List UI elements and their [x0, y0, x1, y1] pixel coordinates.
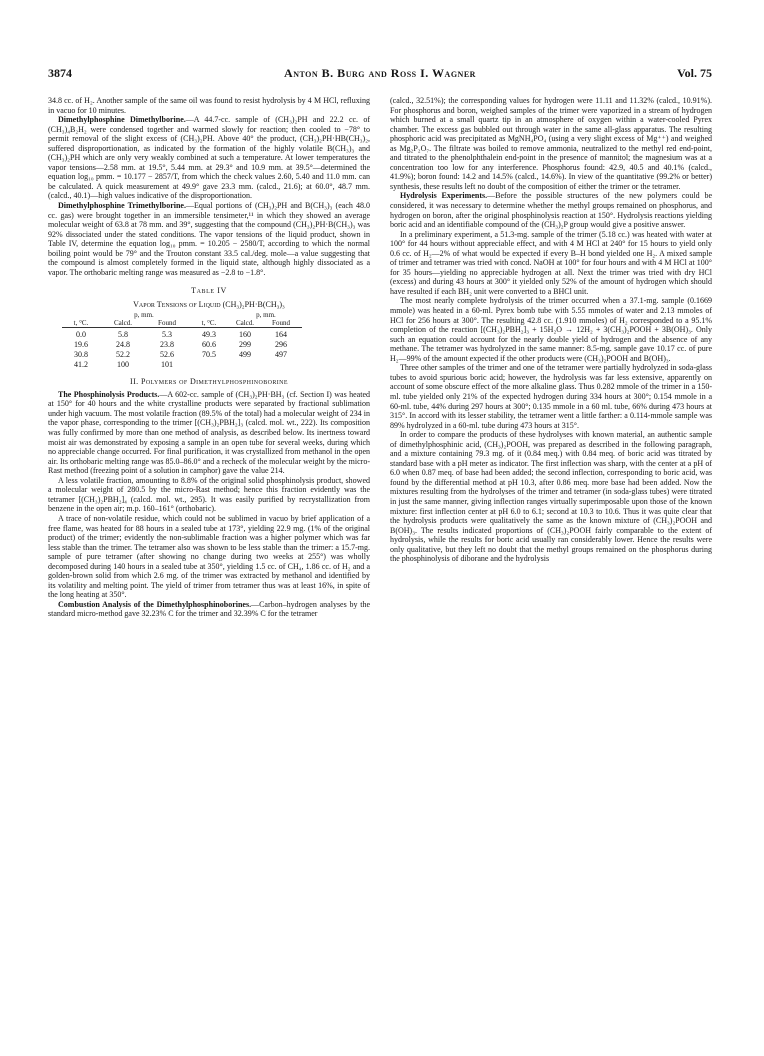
paragraph-text: —Carbon–hydrogen analyses by the standard micro-method gave 32.23% C for the trimer and 32.39% C for the tetramer [48, 599, 371, 619]
paragraph-text: —Equal portions of (CH₃)₂PH and B(CH₃)₃ (each 48.0 cc. gas) were brought together in an immersible tensimeter,¹¹ in which they showed an average molecular weight of 63.8 at 78 mm. and 39°, suggesting that the compound (CH₃)₂PH·B(CH₃)₃ was 92% dissociated under the stated conditions. The vapor tensions of the liquid product, shown in Table IV, determine the equation log₁₀ pmm. = 10.205 − 2580/T, according to which the normal boiling point would be 79° and the Trouton constant 33.5 cal./deg. mole—a value suggesting that the compound is almost completely formed in the liquid state, although highly dissociated as a vapor. The orthobaric melting range was measured as −2.8 to −1.8°. [48, 201, 371, 277]
table-cell: 52.2 [116, 349, 130, 359]
table-header-t: t, °C. [62, 319, 100, 328]
table-cell: 24.8 [116, 340, 130, 350]
table-cell: 41.2 [74, 359, 88, 369]
table-header-found: Found [146, 319, 188, 328]
paragraph [48, 600, 370, 619]
paragraph [48, 390, 370, 476]
table-cell: 19.6 [74, 340, 88, 350]
section-runin-heading: Dimethylphosphine Dimethylborine. [58, 115, 186, 125]
table-cell: 52.6 [160, 349, 174, 359]
table-cell [260, 360, 302, 370]
paragraph: Three other samples of the trimer and one of the tetramer were partially hydrolyzed in soda-glass tubes to avoid spurious boric acid; however, the hydrolysis was far less extensive, apparently on account of some obscure effect of the more alkaline glass. Thus 0.282 mmole of the trimer in a 150-ml. tube yielded only 21% of the expected hydrogen during 334 hours at 300°; 0.154 mmole in a 60-ml. tube, 44% during 297 hours at 300°; 0.135 mmole in a 60 ml. tube, 66% during 473 hours at 315°. In accord with its lesser stability, the tetramer went a little farther: a 0.114-mmole sample was 89% hydrolyzed in a 60-ml. tube during 473 hours at 315°. [390, 363, 712, 430]
table-title: Table IV [191, 286, 227, 296]
paragraph-text: —A 44.7-cc. sample of (CH₃)₂PH and 22.2 cc. of (CH₃)₄B₂H₂ were condensed together and warmed slowly for reaction; then cooled to −78° to permit removal of the slight excess of (CH₃)₂PH. Above 40° the product, (CH₃)₂PH·HB(CH₃)₂, suffered disproportionation, as indicated by the formation of the highly volatile B(CH₃)₃ and (CH₃)₂PH which are only very weakly combined at such a temperature. At lower temperatures the vapor tensions—2.58 mm. at 19.5°, 5.44 mm. at 29.3° and 10.9 mm. at 39.5°—determined the equation log₁₀ pmm. = 10.177 − 2857/T, from which the check values 2.60, 5.40 and 11.0 mm. can be calculated. A quick measurement at 49.9° gave 23.3 mm. (calcd., 21.6); at 60.0°, 48.7 mm. (calcd., 40.1)—high values indicative of the disproportionation. [48, 115, 370, 201]
table-cell: 30.8 [74, 349, 88, 359]
table-row [62, 350, 302, 360]
table-cell: 101 [161, 359, 173, 369]
paragraph [48, 201, 370, 277]
table-header-p: p, mm. [134, 311, 154, 320]
paragraph: The most nearly complete hydrolysis of the trimer occurred when a 37.1-mg. sample (0.1669 mmole) was heated in a 60-ml. Pyrex bomb tube with 5.55 mmoles of water and 2.13 mmoles of HCl for 256 hours at 300°. The resulting 42.8 cc. (1.910 mmoles) of H₂ corresponded to a 95.1% completion of the reaction [(CH₃)₂PBH₂]₃ + 15H₂O → 12H₂ + 3(CH₃)₂POOH + 3B(OH)₃. Only such an equation could account for the nearly double yield of hydrogen and the absence of any methane. The tetramer was hydrolyzed in the same manner: 8.5-mg. sample gave 10.17 cc. of pure H₂—99% of the amount expected if the other products were (CH₃)₂POOH and B(OH)₃. [390, 296, 712, 363]
volume-label: Vol. 75 [677, 66, 712, 80]
running-head-authors: Anton B. Burg and Ross I. Wagner [284, 66, 476, 80]
paragraph-text: —A 602-cc. sample of (CH₃)₂PH·BH₃ (cf. Section I) was heated at 150° for 40 hours and the white crystalline products were separated by fractional sublimation under high vacuum. The most volatile fraction (89.5% of the total) had a molecular weight of 234 in the vapor phase, corresponding to the trimer [(CH₃)₂PBH₂]₃ (calcd. mol. wt., 222). Its composition was fully confirmed by more than one method of analysis, as described below. Its inertness toward moist air was demonstrated by exposing a sample in an open tube for several weeks, during which no appreciable change occurred. For final purification, it was crystallized from methanol in the open air. Its orthobaric melting range was 85.0–86.0° and a recheck of the molecular weight by the micro-Rast method (freezing point of a solution in camphor) gave the value 214. [48, 389, 370, 476]
section-heading: II. Polymers of Dimethylphosphinoborine [130, 377, 288, 387]
table-row [62, 360, 302, 370]
table-cell: 499 [239, 349, 251, 359]
vapor-tension-table [62, 311, 302, 369]
paragraph: A trace of non-volatile residue, which could not be sublimed in vacuo by brief application of a free flame, was heated for 88 hours in a sealed tube at 173°, yielding 22.9 mg. (1% of the original product) of the trimer; evidently the non-sublimable fraction was a higher polymer which was far less stable than the trimer. The tetramer also was shown to be less stable than the trimer: a 15.7-mg. sample of pure tetramer (after showing no change during two weeks at 255°) was wholly decomposed during 140 hours in a sealed tube at 350°, yielding 1.5 cc. of CH₄, 1.86 cc. of H₂ and a golden-brown solid from which 2.6 mg. of the trimer was extracted by methanol and identified by its volatility and melting point. The yield of trimer from tetramer thus was at least 16%, in spite of the long heating at 350°. [48, 513, 370, 600]
table-row [62, 340, 302, 350]
paragraph: In order to compare the products of these hydrolyses with known material, an authentic sample of dimethylphosphinic acid, (CH₃)₂POOH, was prepared as described in the following paragraph, and a mixture containing 79.3 mg. of it (0.84 meq.) with 0.84 meq. of boric acid was titrated by standard base with a pH meter as indicator. The first inflection was sharp, with the center at a pH of 6.0 when 0.87 meq. of base had been added; the second inflection, corresponding to boric acid, was found by the differential method at pH 10.3, after 0.86 meq. more base had been added. Now the mixtures resulting from the hydrolyses of the trimer and tetramer (in soda-glass tubes) were titrated in just the same manner, giving inflection ranges virtually superimposable upon those of the known mixture: first inflection center at pH 6.0 to 6.1; second at 10.3 to 10.6. Thus it was quite clear that the hydrolysis products were qualitatively the same as the known mixture of (CH₃)₂POOH and B(OH)₃. The results indicated proportions of (CH₃)₂POOH fairly comparable to the extent of hydrolysis, while the results for boric acid usually ran considerably lower. Hence the results were only qualitative, but they left no doubt that the methyl groups remained on the phosphorus during the phosphinolysis of diborane and the hydrolysis [390, 430, 712, 564]
page-number: 3874 [48, 66, 72, 80]
table-cell [188, 360, 230, 370]
table-header-calcd: Calcd. [230, 319, 260, 328]
table-cell: 296 [275, 340, 287, 350]
section-runin-heading: Combustion Analysis of the Dimethylphosphinoborines. [58, 599, 252, 609]
paragraph: A less volatile fraction, amounting to 8.8% of the original solid phosphinolysis product, showed a molecular weight of 280.5 by the micro-Rast method; hence this fraction evidently was the tetramer [(CH₃)₂PBH₂]₄ (calcd. mol. wt., 295). It was easily purified by recrystallization from benzene in the open air; m.p. 160–161° (orthobaric). [48, 475, 370, 514]
section-runin-heading: Hydrolysis Experiments. [400, 191, 488, 201]
table-cell: 299 [239, 340, 251, 350]
paragraph: (calcd., 32.51%); the corresponding values for hydrogen were 11.11 and 11.32% (calcd., 10.91%). For phosphorus and boron, weighed samples of the trimer were vaporized in a stream of hydrogen which burned at a small quartz tip in an atmosphere of oxygen within a water-cooled Pyrex chamber. The excess gas bubbled out through water in the same all-glass apparatus. The resulting phosphoric acid was precipitated as MgNH₄PO₄ (using a very slight excess of Mg⁺⁺) and weighed as Mg₂P₂O₇. The filtrate was boiled to remove ammonia, neutralized to the methyl red end-point, and titrated to the phenolphthalein end-point in the presence of mannitol; the magnesium was at a concentration too low for any interference. Phosphorus found: 42.9, 40.5 and 40.1% (calcd., 41.9%); boron found: 14.2 and 14.5% (calcd., 14.6%). In view of the quantitative (99.2% or better) synthesis, these results left no doubt of the composition of either the trimer or the tetramer. [390, 96, 712, 191]
table-cell: 497 [275, 349, 287, 359]
section-runin-heading: The Phosphinolysis Products. [58, 389, 160, 399]
right-column [390, 96, 712, 564]
table-cell [230, 360, 260, 370]
paragraph: 34.8 cc. of H₂. Another sample of the same oil was found to resist hydrolysis by 4 M HCl, refluxing in vacuo for 10 minutes. [48, 96, 370, 115]
left-column [48, 96, 370, 619]
table-caption: Vapor Tensions of Liquid (CH₃)₂PH·B(CH₃)₃ [133, 299, 285, 309]
table-cell: 49.3 [202, 330, 216, 340]
table-header-calcd: Calcd. [100, 319, 146, 328]
page-header [48, 66, 712, 82]
paragraph: In a preliminary experiment, a 51.3-mg. sample of the trimer (5.18 cc.) was heated with water at 100° for 44 hours without appreciable effect, and with 4 M HCl at 240° for 15 hours to yield only 0.6 cc. of H₂—2% of what would be expected if every B–H bond yielded one H₂. A mixed sample of trimer and tetramer was tried with concd. NaOH at 100° for four hours and with 4 M HCl at 100° for 35 hours—yielding no appreciable hydrogen at all. Next the trimer was tried with dry HCl (excess) and during 43 hours at 300° it yielded only 52% of the amount of hydrogen which should have resulted if each BH₂ unit were converted to a BHCl unit. [390, 229, 712, 296]
table-cell: 0.0 [76, 330, 86, 340]
paragraph-text: —Before the possible structures of the new polymers could be considered, it was necessary to determine whether the methyl groups remained on phosphorus, and hydrogen on boron, after the original phosphinolysis reaction at 150°. Hydrolysis reactions yielding boric acid and an identifiable compound of the (CH₃)₂P group would give a positive answer. [390, 191, 712, 230]
table-header-t: t, °C. [188, 319, 230, 328]
table-cell: 23.8 [160, 340, 174, 350]
table-header-p: p, mm. [256, 311, 276, 320]
table-cell: 5.8 [118, 330, 128, 340]
table-cell: 160 [239, 330, 251, 340]
table-header-found: Found [260, 319, 302, 328]
table-cell: 70.5 [202, 349, 216, 359]
section-runin-heading: Dimethylphosphine Trimethylborine. [58, 201, 186, 211]
paragraph [48, 115, 370, 201]
paragraph [390, 191, 712, 229]
table-cell: 5.3 [162, 330, 172, 340]
table-cell: 164 [275, 330, 287, 340]
table-row [62, 328, 302, 340]
table-cell: 100 [117, 359, 129, 369]
table-cell: 60.6 [202, 340, 216, 350]
